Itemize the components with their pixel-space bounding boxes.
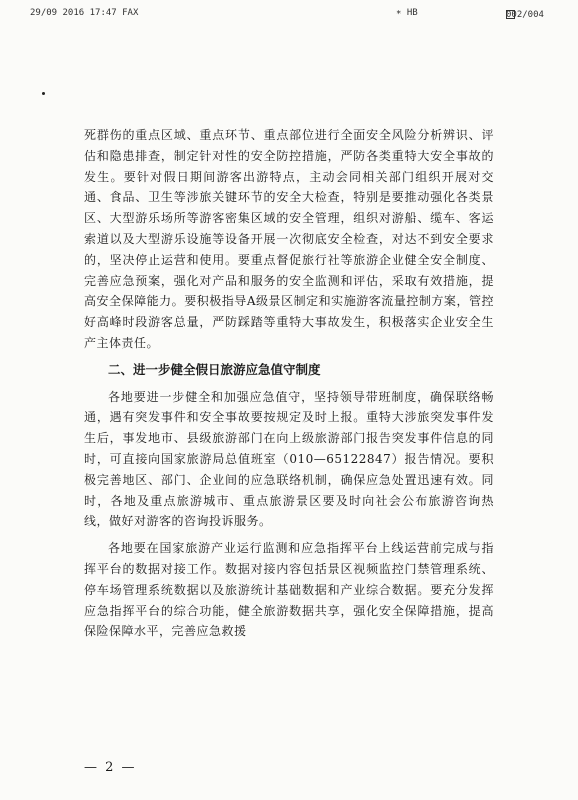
paragraph-data-platform: 各地要在国家旅游产业运行监测和应急指挥平台上线运营前完成与指挥平台的数据对接工作。数据对接内容包括景区视频监控门禁管理系统、停车场管理系统数据以及旅游统计基础数据和产业综合数据。要充分发挥应急指挥平台的综合功能，健全旅游数据共享，强化安全保障措施，提高保险保障水平，完善应急救援	[84, 541, 494, 639]
paragraph-continued: 死群伤的重点区域、重点环节、重点部位进行全面安全风险分析辨识、评估和隐患排查，制定针对性的安全防控措施，严防各类重特大安全事故的发生。要针对假日期间游客出游特点，主动会同相关部门组织开展对交通、食品、卫生等涉旅关键环节的安全大检查，特别是要推动强化各类景区、大型游乐场所等游客密集区域的安全管理，组织对游船、缆车、客运索道以及大型游乐设施等设备开展一次彻底安全检查，对达不到安全要求的，坚决停止运营和使用。要重点督促旅行社等旅游企业健全安全制度、完善应急预案，强化对产品和服务的安全监测和评估，采取有效措施，提高安全保障能力。要积极指导A级景区制定和实施游客流量控制方案，管控好高峰时段游客总量，严防踩踏等重特大事故发生，积极落实企业安全生产主体责任。	[84, 128, 494, 350]
fax-datetime: 29/09 2016 17:47 FAX	[30, 8, 139, 18]
fax-marker: ∗ HB	[396, 8, 418, 18]
fax-header	[0, 6, 578, 22]
paragraph-emergency-duty: 各地要进一步健全和加强应急值守，坚持领导带班制度，确保联络畅通，遇有突发事件和安全事故要按规定及时上报。重特大涉旅突发事件发生后，事发地市、县级旅游部门在向上级旅游部门报告突发事件信息的同时，可直接向国家旅游局总值班室（010—65122847）报告情况。要积极完善地区、部门、企业间的应急联络机制，确保应急处置迅速有效。同时，各地及重点旅游城市、重点旅游景区要及时向社会公布旅游咨询热线，做好对游客的咨询投诉服务。	[84, 389, 494, 529]
section-heading: 二、进一步健全假日旅游应急值守制度	[108, 361, 321, 377]
document-body	[84, 125, 494, 648]
page-number: — 2 —	[84, 760, 137, 775]
scan-speck	[42, 92, 45, 95]
fax-page-counter-text: 002/004	[506, 10, 544, 20]
